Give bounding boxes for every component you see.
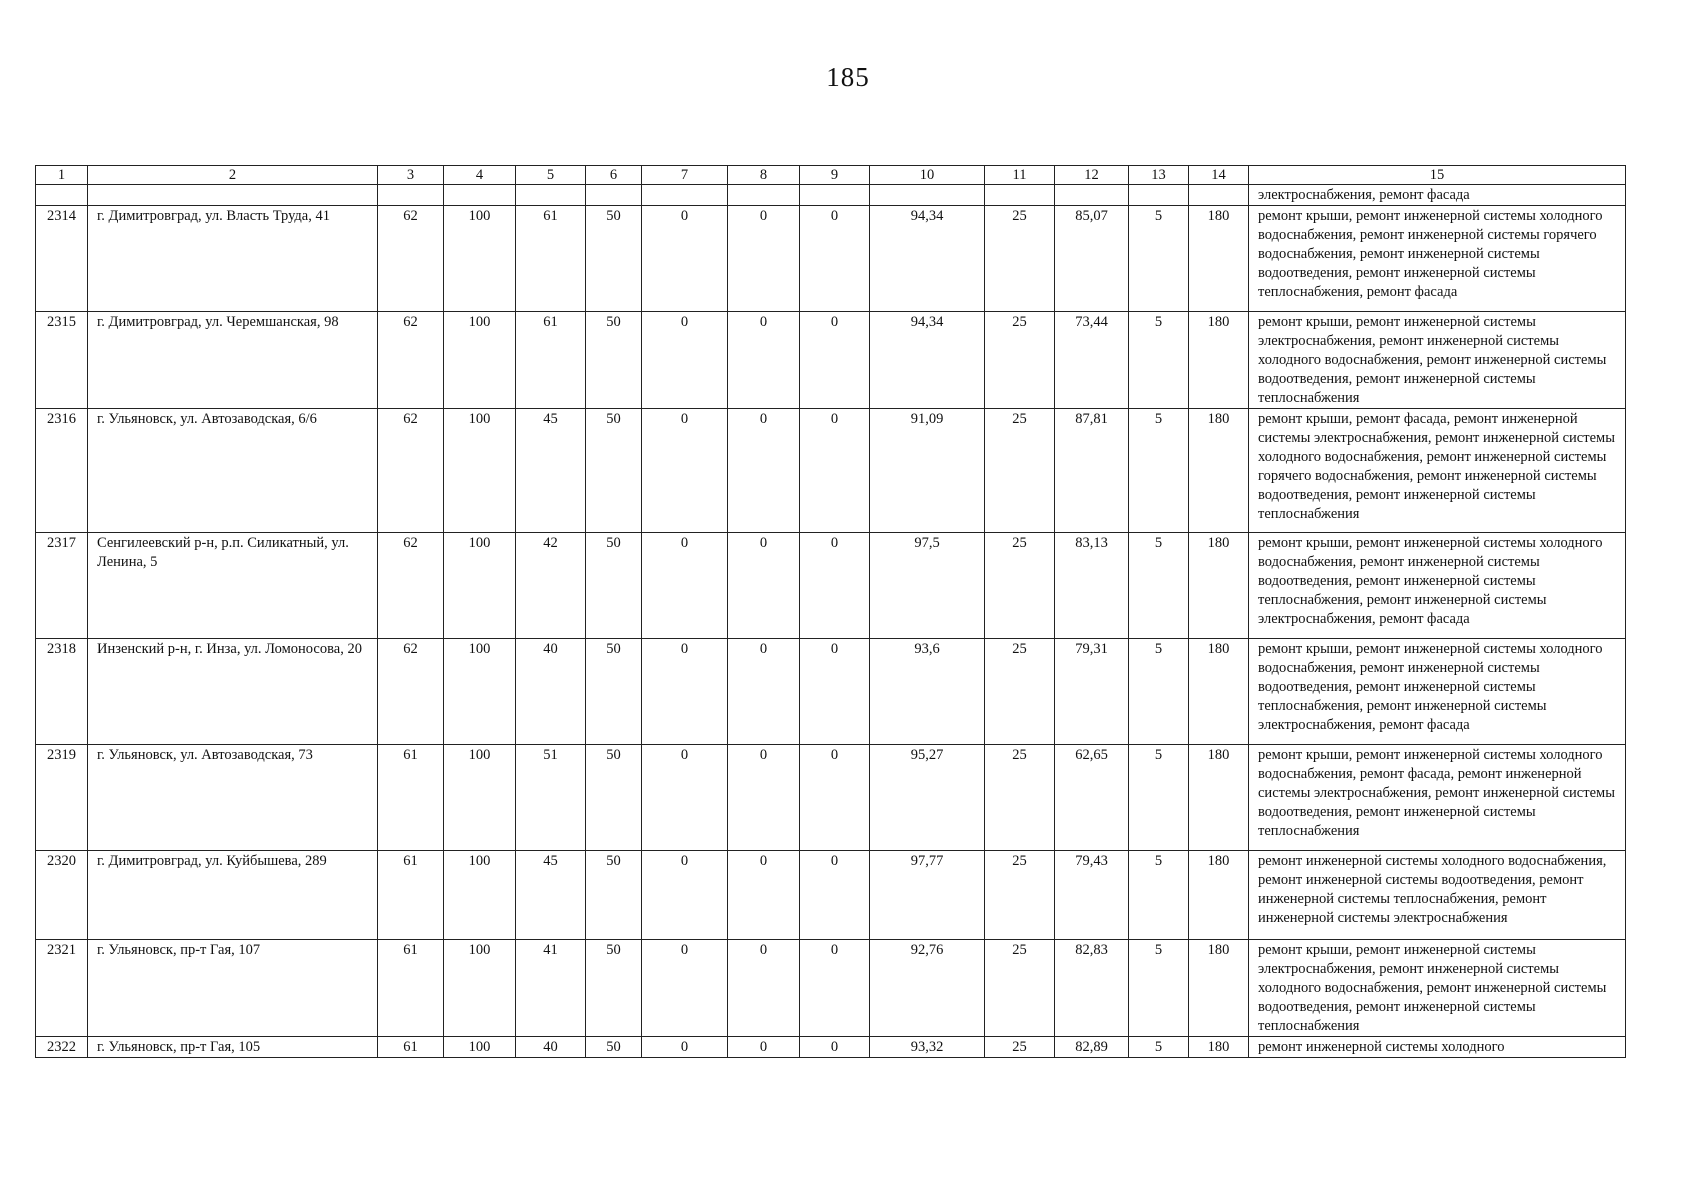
column-header: 9 [800, 166, 870, 185]
column-header: 11 [985, 166, 1055, 185]
page-number: 185 [826, 62, 870, 92]
col-5: 42 [516, 533, 586, 639]
column-header: 4 [444, 166, 516, 185]
col-3: 62 [378, 533, 444, 639]
row-number: 2318 [36, 639, 88, 745]
continuation-row [36, 185, 1626, 206]
col-6: 50 [586, 639, 642, 745]
row-number: 2320 [36, 851, 88, 940]
col-12: 82,83 [1055, 940, 1129, 1037]
col-3: 61 [378, 745, 444, 851]
address: г. Димитровград, ул. Черемшанская, 98 [88, 312, 378, 409]
col-12: 82,89 [1055, 1037, 1129, 1058]
col-9: 0 [800, 1037, 870, 1058]
col-8: 0 [728, 1037, 800, 1058]
col-6: 50 [586, 206, 642, 312]
column-header: 14 [1189, 166, 1249, 185]
address: г. Ульяновск, пр-т Гая, 107 [88, 940, 378, 1037]
col-7: 0 [642, 206, 728, 312]
col-6: 50 [586, 745, 642, 851]
planned-works: ремонт крыши, ремонт инженерной системы холодного водоснабжения, ремонт инженерной системы водоотведения, ремонт инженерной системы теплоснабжения, ремонт инженерной системы электроснабжения, ремонт фасада [1249, 639, 1626, 745]
col-13: 5 [1129, 1037, 1189, 1058]
col-7: 0 [642, 745, 728, 851]
col-13: 5 [1129, 206, 1189, 312]
col-12: 79,31 [1055, 639, 1129, 745]
column-header: 1 [36, 166, 88, 185]
address: Инзенский р-н, г. Инза, ул. Ломоносова, 20 [88, 639, 378, 745]
col-9: 0 [800, 940, 870, 1037]
col-11: 25 [985, 745, 1055, 851]
row-number: 2316 [36, 409, 88, 533]
col-10: 94,34 [870, 206, 985, 312]
table-row [36, 745, 1626, 851]
col-9: 0 [800, 533, 870, 639]
col-14: 180 [1189, 312, 1249, 409]
col-4: 100 [444, 745, 516, 851]
column-header: 15 [1249, 166, 1626, 185]
col-13: 5 [1129, 639, 1189, 745]
col-12: 79,43 [1055, 851, 1129, 940]
col-10: 95,27 [870, 745, 985, 851]
column-header: 5 [516, 166, 586, 185]
col-3: 62 [378, 639, 444, 745]
col-12: 83,13 [1055, 533, 1129, 639]
address: г. Ульяновск, ул. Автозаводская, 6/6 [88, 409, 378, 533]
address: Сенгилеевский р-н, р.п. Силикатный, ул. Ленина, 5 [88, 533, 378, 639]
col-9: 0 [800, 851, 870, 940]
col-12: 85,07 [1055, 206, 1129, 312]
planned-works: ремонт крыши, ремонт инженерной системы электроснабжения, ремонт инженерной системы холодного водоснабжения, ремонт инженерной системы водоотведения, ремонт инженерной системы теплоснабжения [1249, 940, 1626, 1037]
col-6: 50 [586, 851, 642, 940]
col-6: 50 [586, 409, 642, 533]
col-11: 25 [985, 1037, 1055, 1058]
col-13: 5 [1129, 745, 1189, 851]
registry-table [35, 165, 1626, 1058]
col-5: 40 [516, 639, 586, 745]
col-12: 62,65 [1055, 745, 1129, 851]
col-3: 61 [378, 1037, 444, 1058]
row-number: 2319 [36, 745, 88, 851]
col-7: 0 [642, 1037, 728, 1058]
col-14: 180 [1189, 940, 1249, 1037]
row-number: 2317 [36, 533, 88, 639]
row-number: 2321 [36, 940, 88, 1037]
col-4: 100 [444, 312, 516, 409]
col-8: 0 [728, 851, 800, 940]
planned-works: ремонт крыши, ремонт инженерной системы электроснабжения, ремонт инженерной системы холодного водоснабжения, ремонт инженерной системы водоотведения, ремонт инженерной системы теплоснабжения [1249, 312, 1626, 409]
col-8: 0 [728, 639, 800, 745]
col-5: 45 [516, 409, 586, 533]
col-8: 0 [728, 745, 800, 851]
planned-works: ремонт инженерной системы холодного водоснабжения, ремонт инженерной системы водоотведения, ремонт инженерной системы теплоснабжения, ремонт инженерной системы электроснабжения [1249, 851, 1626, 940]
col-12: 73,44 [1055, 312, 1129, 409]
col-3: 62 [378, 409, 444, 533]
col-4: 100 [444, 940, 516, 1037]
address: г. Ульяновск, пр-т Гая, 105 [88, 1037, 378, 1058]
col-11: 25 [985, 409, 1055, 533]
col-13: 5 [1129, 851, 1189, 940]
table-row [36, 639, 1626, 745]
col-10: 94,34 [870, 312, 985, 409]
col-8: 0 [728, 312, 800, 409]
col-8: 0 [728, 533, 800, 639]
planned-works: ремонт инженерной системы холодного [1249, 1037, 1626, 1058]
col-9: 0 [800, 409, 870, 533]
row-number: 2314 [36, 206, 88, 312]
column-header: 12 [1055, 166, 1129, 185]
col-11: 25 [985, 851, 1055, 940]
column-header: 13 [1129, 166, 1189, 185]
col-3: 62 [378, 206, 444, 312]
table-row [36, 206, 1626, 312]
col-5: 51 [516, 745, 586, 851]
column-header: 10 [870, 166, 985, 185]
col-8: 0 [728, 409, 800, 533]
table-row [36, 533, 1626, 639]
col-7: 0 [642, 409, 728, 533]
col-4: 100 [444, 1037, 516, 1058]
table-row [36, 851, 1626, 940]
col-8: 0 [728, 940, 800, 1037]
col-10: 97,5 [870, 533, 985, 639]
col-4: 100 [444, 533, 516, 639]
col-6: 50 [586, 940, 642, 1037]
col-10: 93,32 [870, 1037, 985, 1058]
col-12: 87,81 [1055, 409, 1129, 533]
col-9: 0 [800, 312, 870, 409]
col-14: 180 [1189, 1037, 1249, 1058]
col-6: 50 [586, 312, 642, 409]
col-11: 25 [985, 533, 1055, 639]
col-13: 5 [1129, 409, 1189, 533]
col-6: 50 [586, 1037, 642, 1058]
col-5: 41 [516, 940, 586, 1037]
column-header: 2 [88, 166, 378, 185]
table-row [36, 312, 1626, 409]
col-4: 100 [444, 409, 516, 533]
col-11: 25 [985, 206, 1055, 312]
col-11: 25 [985, 940, 1055, 1037]
column-header: 3 [378, 166, 444, 185]
col-11: 25 [985, 312, 1055, 409]
col-5: 45 [516, 851, 586, 940]
col-9: 0 [800, 745, 870, 851]
col-10: 91,09 [870, 409, 985, 533]
col-10: 92,76 [870, 940, 985, 1037]
col-10: 93,6 [870, 639, 985, 745]
column-header: 6 [586, 166, 642, 185]
col-14: 180 [1189, 639, 1249, 745]
col-9: 0 [800, 206, 870, 312]
col-8: 0 [728, 206, 800, 312]
col-7: 0 [642, 851, 728, 940]
column-header: 7 [642, 166, 728, 185]
table-row [36, 1037, 1626, 1058]
address: г. Димитровград, ул. Власть Труда, 41 [88, 206, 378, 312]
col-14: 180 [1189, 851, 1249, 940]
planned-works: ремонт крыши, ремонт инженерной системы холодного водоснабжения, ремонт инженерной системы горячего водоснабжения, ремонт инженерной системы водоотведения, ремонт инженерной системы теплоснабжения, ремонт фасада [1249, 206, 1626, 312]
col-14: 180 [1189, 409, 1249, 533]
table-row [36, 940, 1626, 1037]
col-7: 0 [642, 312, 728, 409]
col-7: 0 [642, 639, 728, 745]
col-11: 25 [985, 639, 1055, 745]
col-6: 50 [586, 533, 642, 639]
column-header: 8 [728, 166, 800, 185]
col-4: 100 [444, 639, 516, 745]
col-5: 61 [516, 206, 586, 312]
planned-works: ремонт крыши, ремонт фасада, ремонт инженерной системы электроснабжения, ремонт инженерной системы холодного водоснабжения, ремонт инженерной системы горячего водоснабжения, ремонт инженерной системы водоотведения, ремонт инженерной системы теплоснабжения [1249, 409, 1626, 533]
row-number: 2315 [36, 312, 88, 409]
table-row [36, 409, 1626, 533]
address: г. Ульяновск, ул. Автозаводская, 73 [88, 745, 378, 851]
col-5: 40 [516, 1037, 586, 1058]
planned-works: ремонт крыши, ремонт инженерной системы холодного водоснабжения, ремонт фасада, ремонт инженерной системы электроснабжения, ремонт инженерной системы водоотведения, ремонт инженерной системы теплоснабжения [1249, 745, 1626, 851]
col-3: 61 [378, 940, 444, 1037]
col-14: 180 [1189, 206, 1249, 312]
continuation-text: электроснабжения, ремонт фасада [1249, 185, 1626, 206]
col-3: 61 [378, 851, 444, 940]
col-13: 5 [1129, 940, 1189, 1037]
col-7: 0 [642, 940, 728, 1037]
col-5: 61 [516, 312, 586, 409]
col-7: 0 [642, 533, 728, 639]
col-14: 180 [1189, 533, 1249, 639]
column-number-row [36, 166, 1626, 185]
planned-works: ремонт крыши, ремонт инженерной системы холодного водоснабжения, ремонт инженерной системы водоотведения, ремонт инженерной системы теплоснабжения, ремонт инженерной системы электроснабжения, ремонт фасада [1249, 533, 1626, 639]
col-14: 180 [1189, 745, 1249, 851]
col-13: 5 [1129, 312, 1189, 409]
row-number: 2322 [36, 1037, 88, 1058]
col-4: 100 [444, 851, 516, 940]
col-3: 62 [378, 312, 444, 409]
col-13: 5 [1129, 533, 1189, 639]
col-9: 0 [800, 639, 870, 745]
col-4: 100 [444, 206, 516, 312]
col-10: 97,77 [870, 851, 985, 940]
address: г. Димитровград, ул. Куйбышева, 289 [88, 851, 378, 940]
